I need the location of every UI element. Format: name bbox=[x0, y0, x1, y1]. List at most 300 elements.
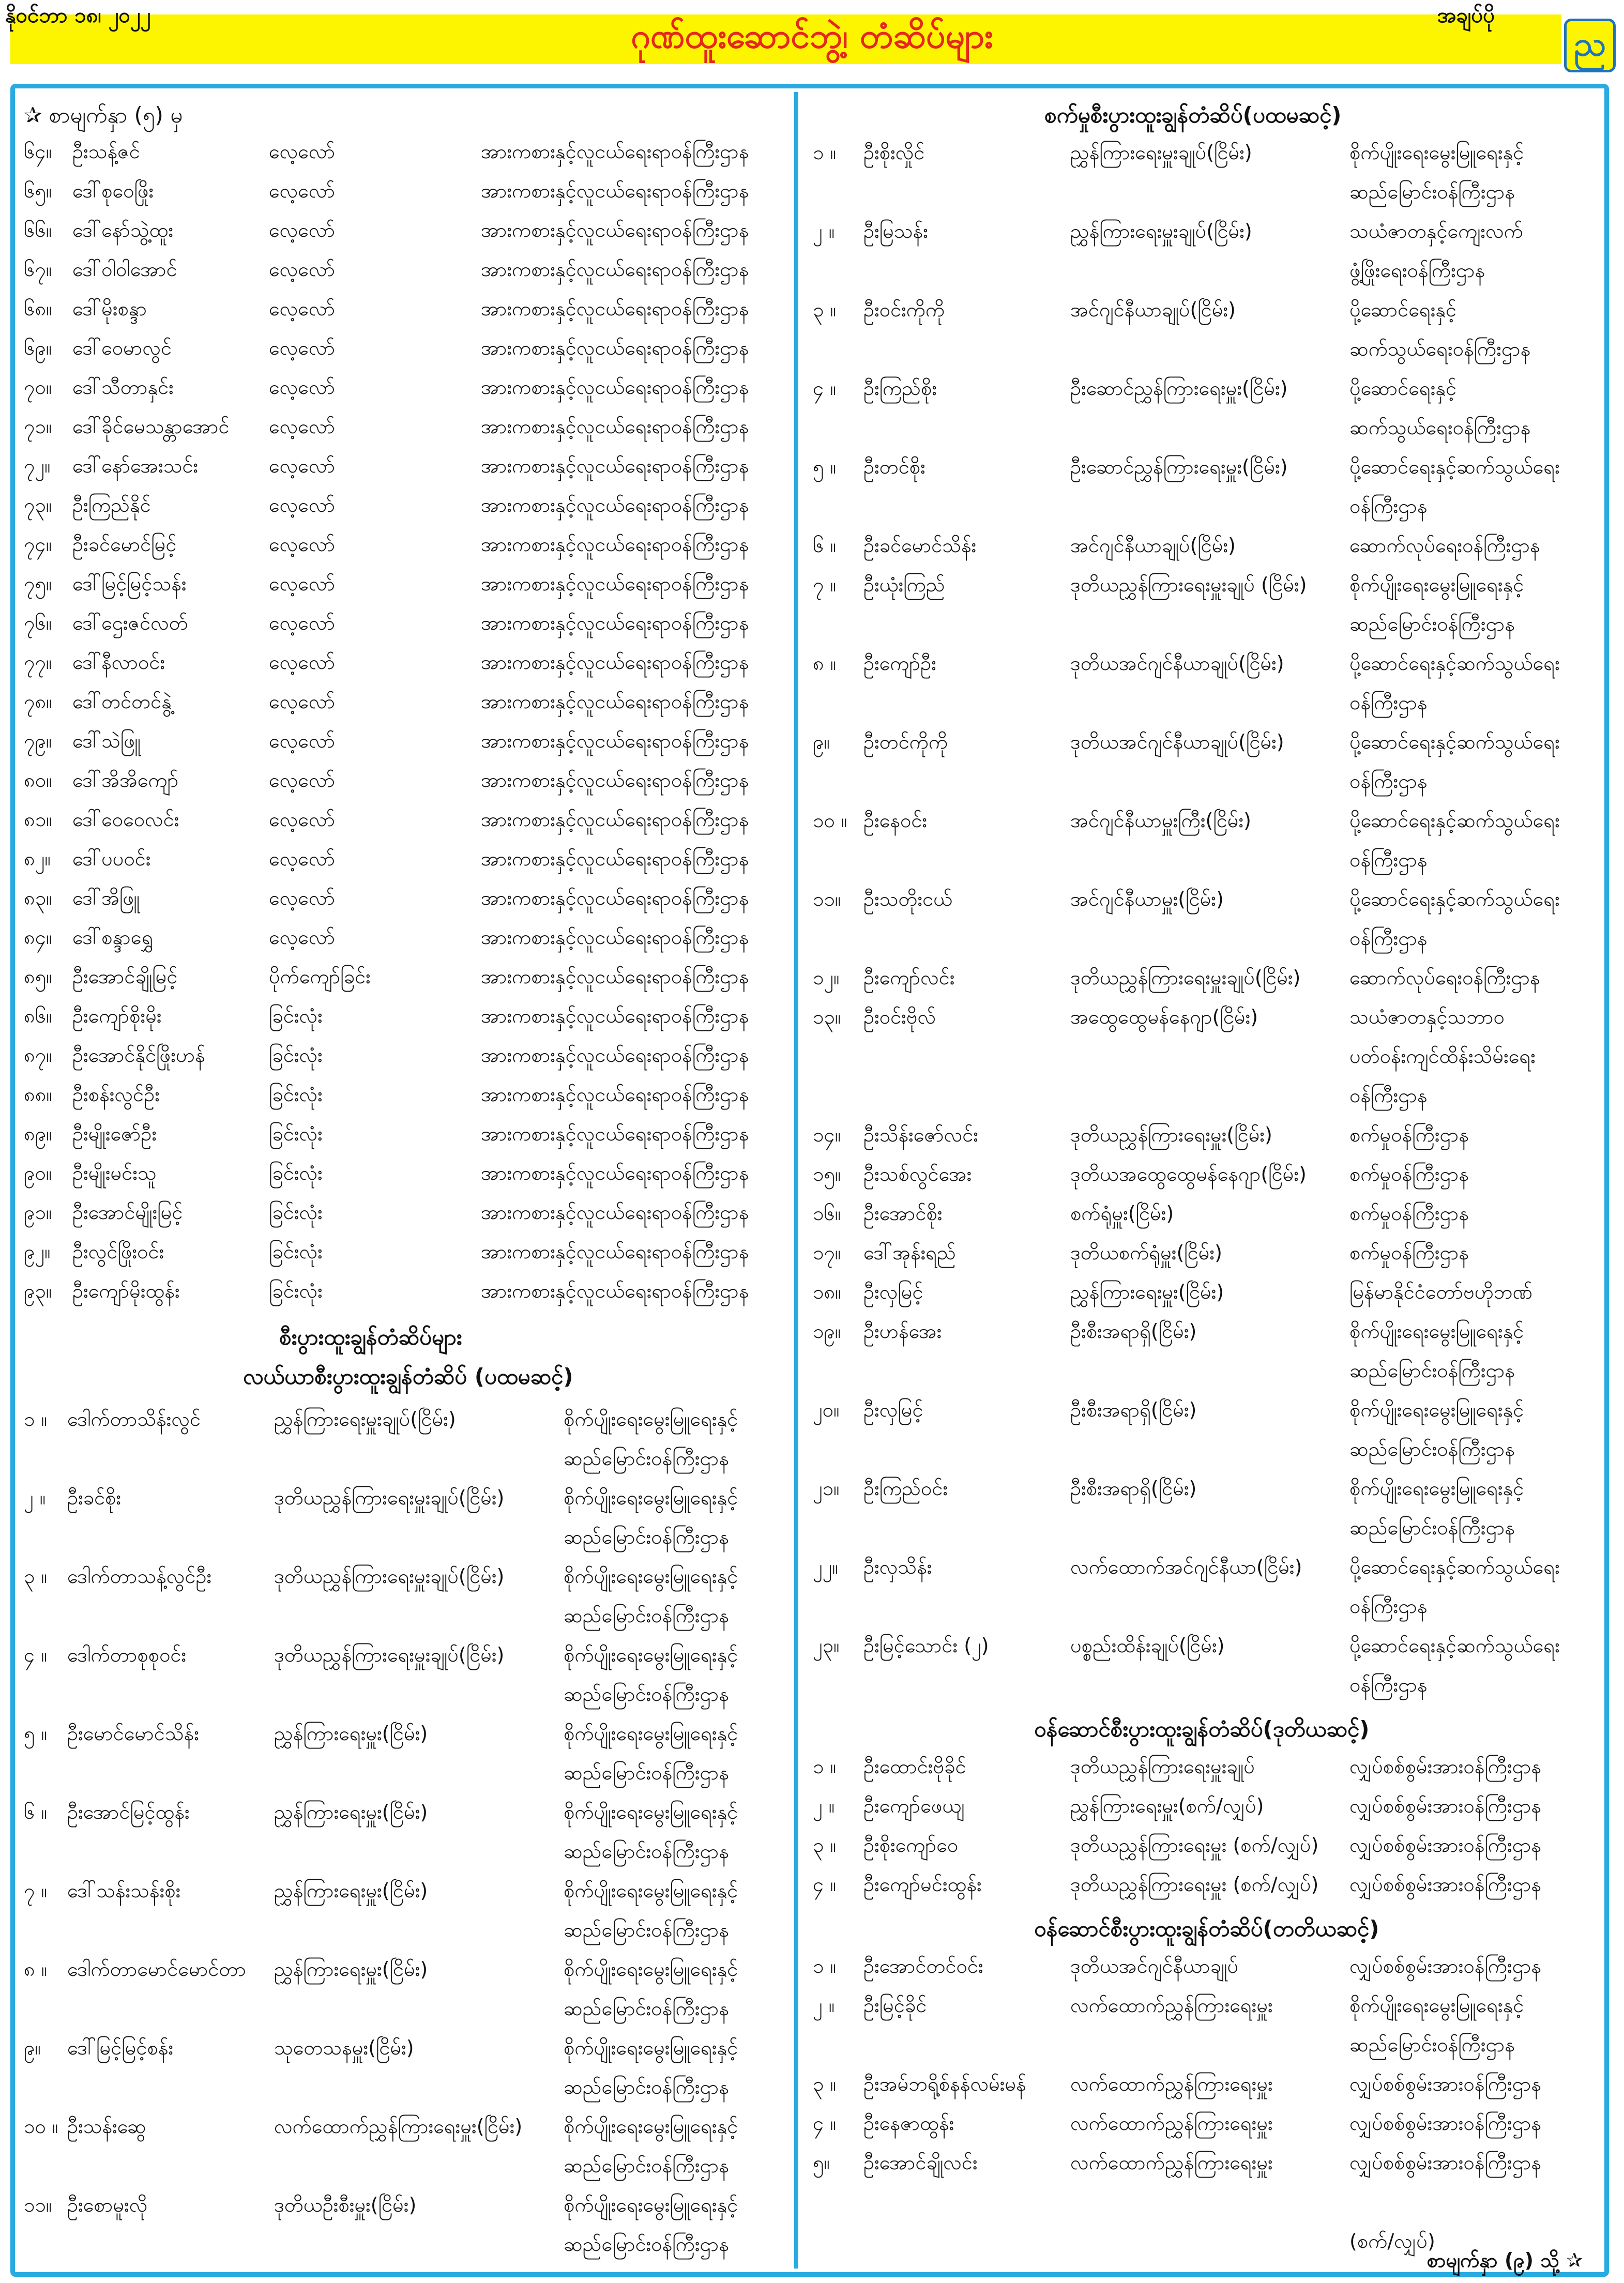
award-row-cell: လေ့လော် bbox=[269, 258, 336, 281]
award-row-cell: ဦးကြည်ဝင်း bbox=[863, 1477, 948, 1500]
award-row-cell: ဝန်ကြီးဌာန bbox=[1349, 495, 1428, 518]
award-row-cell: ဦးစီးအရာရှိ(ငြိမ်း) bbox=[1070, 1477, 1197, 1500]
award-row-cell: ဒုတိယညွှန်ကြားရေးမှူး (စက်/လျှပ်) bbox=[1070, 1834, 1319, 1856]
award-row-cell: ဆည်မြောင်းဝန်ကြီးဌာန bbox=[564, 1604, 729, 1627]
award-row-cell: လေ့လော် bbox=[269, 454, 336, 477]
award-row-cell: ဆည်မြောင်းဝန်ကြီးဌာန bbox=[564, 2154, 729, 2177]
issue-date: နိုဝင်ဘာ ၁၈၊ ၂၀၂၂ bbox=[5, 4, 151, 27]
award-row-cell: လျှပ်စစ်စွမ်းအားဝန်ကြီးဌာန bbox=[1349, 1955, 1542, 1977]
award-row-cell: လက်ထောက်ညွှန်ကြားရေးမှူး bbox=[1070, 1994, 1273, 2017]
award-row-cell: ၈၀။ bbox=[24, 769, 52, 792]
award-row-cell: ဦးအောင်မြင့်ထွန်း bbox=[67, 1801, 190, 1823]
award-row-cell: ၆၄။ bbox=[24, 140, 52, 163]
award-row-cell: အင်ဂျင်နီယာချုပ်(ငြိမ်း) bbox=[1070, 534, 1236, 557]
award-row-cell: အားကစားနှင့်လူငယ်ရေးရာဝန်ကြီးဌာန bbox=[481, 415, 749, 438]
award-row-cell: လက်ထောက်ညွှန်ကြားရေးမှူး bbox=[1070, 2073, 1273, 2095]
award-row-cell: ၆ ။ bbox=[24, 1801, 47, 1823]
award-row-cell: ဦးလွင်ဖြိုးဝင်း bbox=[72, 1240, 164, 1263]
award-row-cell: ၅ ။ bbox=[24, 1722, 47, 1745]
award-row-cell: (စက်/လျှပ်) bbox=[1349, 2230, 1435, 2252]
award-row-cell: ဒေါ်နော်သွဲ့ထူး bbox=[72, 219, 174, 241]
award-row-cell: ၂ ။ bbox=[813, 220, 835, 242]
award-row-cell: ပို့ဆောင်ရေးနှင့်ဆက်သွယ်ရေး bbox=[1349, 730, 1560, 753]
award-row-cell: အင်ဂျင်နီယာမှူးကြီး(ငြိမ်း) bbox=[1070, 809, 1251, 832]
award-row-cell: ခြင်းလုံး bbox=[269, 1044, 323, 1067]
award-row-cell: ဒေါ်နော်အေးသင်း bbox=[72, 454, 199, 477]
award-row-cell: စက်မှုဝန်ကြီးဌာန bbox=[1349, 1163, 1469, 1185]
award-row-cell: ၂၂။ bbox=[813, 1556, 838, 1578]
award-row-cell: ၈၇။ bbox=[24, 1044, 52, 1067]
award-row-cell: ဦးလှမြင့် bbox=[863, 1281, 923, 1303]
award-row-cell: ဒေါ်စုဝေဖြိုး bbox=[72, 179, 154, 202]
award-row-cell: ဒေါ်သန်းသန်းစိုး bbox=[67, 1879, 181, 1902]
award-row-cell: ဒေါ်ဌေးဇင်လတ် bbox=[72, 612, 188, 634]
award-row-cell: ဦးသန်းဆွေ bbox=[67, 2115, 146, 2138]
award-row-cell: ဦးကျော်မိုးထွန်း bbox=[72, 1280, 180, 1302]
award-row-cell: ၁၅။ bbox=[813, 1163, 841, 1185]
award-row-cell: ဆည်မြောင်းဝန်ကြီးဌာန bbox=[564, 1526, 729, 1548]
award-row-cell: လေ့လော် bbox=[269, 769, 336, 792]
award-row-cell: လေ့လော် bbox=[269, 690, 336, 713]
award-row-cell: အားကစားနှင့်လူငယ်ရေးရာဝန်ကြီးဌာန bbox=[481, 1280, 749, 1302]
page-header bbox=[0, 0, 1624, 87]
award-row-cell: ၁ ။ bbox=[813, 1955, 836, 1977]
award-row-cell: ၂၀။ bbox=[813, 1398, 840, 1421]
award-row-cell: ဒေါက်တာစုစုဝင်း bbox=[67, 1643, 187, 1666]
award-row-cell: လေ့လော် bbox=[269, 376, 336, 399]
award-row-cell: လေ့လော် bbox=[269, 847, 336, 870]
award-row-cell: လက်ထောက်အင်ဂျင်နီယာ(ငြိမ်း) bbox=[1070, 1556, 1302, 1578]
award-row-cell: ဆည်မြောင်းဝန်ကြီးဌာန bbox=[1349, 180, 1515, 203]
award-row-cell: လေ့လော် bbox=[269, 219, 336, 241]
award-row-cell: ဒုတိယညွှန်ကြားရေးမှူးချုပ်(ငြိမ်း) bbox=[274, 1643, 505, 1666]
section-heading: ဝန်ဆောင်စီးပွားထူးချွန်တံဆိပ်(တတိယဆင့်) bbox=[1034, 1916, 1379, 1941]
award-row-cell: ညွှန်ကြားရေးမှူးချုပ်(ငြိမ်း) bbox=[1070, 220, 1252, 242]
award-row-cell: ဦးသတိုးငယ် bbox=[863, 888, 953, 910]
award-row-cell: လေ့လော် bbox=[269, 337, 336, 359]
award-row-cell: ၁၀ ။ bbox=[813, 809, 847, 832]
award-row-cell: ၅။ bbox=[813, 2151, 830, 2174]
award-row-cell: ခြင်းလုံး bbox=[269, 1201, 323, 1224]
award-row-cell: ၉၂။ bbox=[24, 1240, 51, 1263]
page-title: ဂုဏ်ထူးဆောင်ဘွဲ့၊ တံဆိပ်များ bbox=[631, 16, 993, 56]
award-row-cell: စက်မှုဝန်ကြီးဌာန bbox=[1349, 1241, 1469, 1264]
award-row-cell: ၈၆။ bbox=[24, 1004, 52, 1027]
award-row-cell: ဆည်မြောင်းဝန်ကြီးဌာန bbox=[564, 2233, 729, 2256]
award-row-cell: ၁၃။ bbox=[813, 1006, 841, 1028]
award-row-cell: ခြင်းလုံး bbox=[269, 1240, 323, 1263]
award-row-cell: ဦးဝင်းကိုကို bbox=[863, 298, 945, 321]
award-row-cell: ၄ ။ bbox=[24, 1643, 47, 1666]
award-row-cell: ဦးကြည်နိုင် bbox=[72, 494, 151, 516]
award-row-cell: လျှပ်စစ်စွမ်းအားဝန်ကြီးဌာန bbox=[1349, 2073, 1542, 2095]
award-row-cell: ၆၈။ bbox=[24, 297, 52, 320]
award-row-cell: ဒေါ်မြင့်မြင့်စန်း bbox=[67, 2036, 174, 2059]
award-row-cell: လေ့လော် bbox=[269, 651, 336, 674]
award-row-cell: လေ့လော် bbox=[269, 926, 336, 949]
award-row-cell: စိုက်ပျိုးရေးမွေးမြူရေးနှင့် bbox=[564, 1722, 738, 1745]
award-row-cell: ၃ ။ bbox=[24, 1565, 47, 1588]
award-row-cell: ဦးတင်ကိုကို bbox=[863, 730, 948, 753]
award-row-cell: ဦးတင်စိုး bbox=[863, 455, 925, 478]
award-row-cell: ဒေါ်ခိုင်မေသန္တာအောင် bbox=[72, 415, 230, 438]
award-row-cell: ပိုက်ကျော်ခြင်း bbox=[269, 965, 371, 988]
award-row-cell: ဒုတိယညွှန်ကြားရေးမှူး(ငြိမ်း) bbox=[1070, 1123, 1272, 1146]
award-row-cell: ပို့ဆောင်ရေးနှင့် bbox=[1349, 377, 1457, 400]
continued-from-label: ✰ စာမျက်နှာ (၅) မှ bbox=[24, 102, 183, 128]
award-row-cell: ၇၄။ bbox=[24, 533, 52, 556]
award-row-cell: ၂ ။ bbox=[813, 1994, 835, 2017]
award-row-cell: ၇ ။ bbox=[813, 573, 836, 596]
award-row-cell: စိုက်ပျိုးရေးမွေးမြူရေးနှင့် bbox=[564, 1879, 738, 1902]
award-row-cell: ဦးစိုးကျော်ဝေ bbox=[863, 1834, 959, 1856]
award-row-cell: ဖွံ့ဖြိုးရေးဝန်ကြီးဌာန bbox=[1349, 259, 1485, 282]
award-row-cell: ၁၀ ။ bbox=[24, 2115, 58, 2138]
award-row-cell: ညွှန်ကြားရေးမှူး(ငြိမ်း) bbox=[274, 1879, 428, 1902]
award-row-cell: ဦးသစ်လွင်အေး bbox=[863, 1163, 972, 1185]
award-row-cell: လေ့လော် bbox=[269, 179, 336, 202]
award-row-cell: ၂၁။ bbox=[813, 1477, 840, 1500]
award-row-cell: ဦးအောင်မျိုးမြင့် bbox=[72, 1201, 183, 1224]
award-row-cell: လျှပ်စစ်စွမ်းအားဝန်ကြီးဌာန bbox=[1349, 2151, 1542, 2174]
award-row-cell: ဆည်မြောင်းဝန်ကြီးဌာန bbox=[1349, 1359, 1515, 1382]
award-row-cell: လေ့လော် bbox=[269, 887, 336, 909]
award-row-cell: ဦးအမ်ဘရို့စ်နန်လမ်းမန် bbox=[863, 2073, 1026, 2095]
award-row-cell: ဒုတိယစက်ရုံမှူး(ငြိမ်း) bbox=[1070, 1241, 1222, 1264]
award-row-cell: လျှပ်စစ်စွမ်းအားဝန်ကြီးဌာန bbox=[1349, 1873, 1542, 1896]
award-row-cell: စိုက်ပျိုးရေးမွေးမြူရေးနှင့် bbox=[564, 1486, 738, 1509]
award-row-cell: စက်မှုဝန်ကြီးဌာန bbox=[1349, 1123, 1469, 1146]
award-row-cell: ဆည်မြောင်းဝန်ကြီးဌာန bbox=[1349, 613, 1515, 635]
award-row-cell: ၇၃။ bbox=[24, 494, 52, 516]
award-row-cell: ၇၀။ bbox=[24, 376, 52, 399]
award-row-cell: ဦးလှမြင့် bbox=[863, 1398, 923, 1421]
award-row-cell: လေ့လော် bbox=[269, 415, 336, 438]
award-row-cell: ဒေါ်ဝေမာလွင် bbox=[72, 337, 172, 359]
award-row-cell: ပစ္စည်းထိန်းချုပ်(ငြိမ်း) bbox=[1070, 1634, 1225, 1657]
award-row-cell: လက်ထောက်ညွှန်ကြားရေးမှူး bbox=[1070, 2151, 1273, 2174]
award-row-cell: ဦးခင်စိုး bbox=[67, 1486, 122, 1509]
award-row-cell: လေ့လော် bbox=[269, 494, 336, 516]
award-row-cell: ဒုတိယညွှန်ကြားရေးမှူးချုပ်(ငြိမ်း) bbox=[274, 1565, 505, 1588]
award-row-cell: စိုက်ပျိုးရေးမွေးမြူရေးနှင့် bbox=[1349, 1320, 1524, 1343]
award-row-cell: ၄ ။ bbox=[813, 377, 836, 400]
award-row-cell: ၃ ။ bbox=[813, 2073, 836, 2095]
logo-text: ည bbox=[1574, 25, 1606, 64]
award-row-cell: လျှပ်စစ်စွမ်းအားဝန်ကြီးဌာန bbox=[1349, 1755, 1542, 1778]
award-row-cell: လျှပ်စစ်စွမ်းအားဝန်ကြီးဌာန bbox=[1349, 2112, 1542, 2135]
award-row-cell: အင်ဂျင်နီယာချုပ်(ငြိမ်း) bbox=[1070, 298, 1236, 321]
award-row-cell: ညွှန်ကြားရေးမှူး(ငြိမ်း) bbox=[274, 1801, 428, 1823]
award-row-cell: အားကစားနှင့်လူငယ်ရေးရာဝန်ကြီးဌာန bbox=[481, 690, 749, 713]
award-row-cell: ဦးသန့်ဇင် bbox=[72, 140, 140, 163]
award-row-cell: ၆ ။ bbox=[813, 534, 836, 557]
award-row-cell: အားကစားနှင့်လူငယ်ရေးရာဝန်ကြီးဌာန bbox=[481, 376, 749, 399]
award-row-cell: စိုက်ပျိုးရေးမွေးမြူရေးနှင့် bbox=[564, 1801, 738, 1823]
award-row-cell: စိုက်ပျိုးရေးမွေးမြူရေးနှင့် bbox=[564, 2115, 738, 2138]
award-row-cell: အားကစားနှင့်လူငယ်ရေးရာဝန်ကြီးဌာန bbox=[481, 1240, 749, 1263]
award-row-cell: အားကစားနှင့်လူငယ်ရေးရာဝန်ကြီးဌာန bbox=[481, 612, 749, 634]
award-row-cell: ဦးစိုးလှိုင် bbox=[863, 141, 925, 164]
award-row-cell: အားကစားနှင့်လူငယ်ရေးရာဝန်ကြီးဌာန bbox=[481, 926, 749, 949]
award-row-cell: စိုက်ပျိုးရေးမွေးမြူရေးနှင့် bbox=[564, 1408, 738, 1430]
award-row-cell: ၇ ။ bbox=[24, 1879, 47, 1902]
award-row-cell: ဒုတိယအထွေထွေမန်နေဂျာ(ငြိမ်း) bbox=[1070, 1163, 1307, 1185]
award-row-cell: သယံဇာတနှင့်ကျေးလက် bbox=[1349, 220, 1523, 242]
award-row-cell: ဒုတိယအင်ဂျင်နီယာချုပ်(ငြိမ်း) bbox=[1070, 730, 1284, 753]
award-row-cell: ဆက်သွယ်ရေးဝန်ကြီးဌာန bbox=[1349, 338, 1531, 360]
award-row-cell: ညွှန်ကြားရေးမှူး(ငြိမ်း) bbox=[274, 1958, 428, 1981]
subsection-heading: လယ်ယာစီးပွားထူးချွန်တံဆိပ် (ပထမဆင့်) bbox=[243, 1364, 573, 1389]
award-row-cell: ၁၄။ bbox=[813, 1123, 841, 1146]
award-row-cell: ဦးလှသိန်း bbox=[863, 1556, 932, 1578]
award-row-cell: ဦးဟန်အေး bbox=[863, 1320, 942, 1343]
continued-to-label: စာမျက်နှာ (၉) သို့ ✰ bbox=[1426, 2249, 1583, 2272]
award-row-cell: ၈၅။ bbox=[24, 965, 52, 988]
award-row-cell: ဒေါ်စန္ဒာရွှေ bbox=[72, 926, 153, 949]
award-row-cell: ၆၉။ bbox=[24, 337, 52, 359]
award-row-cell: ခြင်းလုံး bbox=[269, 1280, 323, 1302]
award-row-cell: ဒေါ်အိဖြူ bbox=[72, 887, 140, 909]
award-row-cell: ဦးစီးအရာရှိ(ငြိမ်း) bbox=[1070, 1320, 1197, 1343]
award-row-cell: ဦးမျိုးဇော်ဦး bbox=[72, 1122, 157, 1145]
award-row-cell: ၈၉။ bbox=[24, 1122, 52, 1145]
award-row-cell: ၂ ။ bbox=[24, 1486, 46, 1509]
award-row-cell: ၁ ။ bbox=[24, 1408, 47, 1430]
award-row-cell: ဦးဆောင်ညွှန်ကြားရေးမှူး(ငြိမ်း) bbox=[1070, 377, 1288, 400]
award-row-cell: ဦးကြည်စိုး bbox=[863, 377, 937, 400]
award-row-cell: ၈၁။ bbox=[24, 808, 52, 831]
award-row-cell: ဆည်မြောင်းဝန်ကြီးဌာန bbox=[564, 2076, 729, 2098]
award-row-cell: ပတ်ဝန်းကျင်ထိန်းသိမ်းရေး bbox=[1349, 1045, 1536, 1068]
award-row-cell: ညွှန်ကြားရေးမှူး(စက်/လျှပ်) bbox=[1070, 1794, 1264, 1817]
award-row-cell: ဆက်သွယ်ရေးဝန်ကြီးဌာန bbox=[1349, 416, 1531, 439]
award-row-cell: ဒုတိယညွှန်ကြားရေးမှူး (စက်/လျှပ်) bbox=[1070, 1873, 1319, 1896]
award-row-cell: ၇၇။ bbox=[24, 651, 52, 674]
award-row-cell: ဝန်ကြီးဌာန bbox=[1349, 927, 1428, 950]
award-row-cell: ၁ ။ bbox=[813, 1755, 836, 1778]
award-row-cell: ဝန်ကြီးဌာန bbox=[1349, 1084, 1428, 1107]
award-row-cell: ညွှန်ကြားရေးမှူးချုပ်(ငြိမ်း) bbox=[1070, 141, 1252, 164]
award-row-cell: စိုက်ပျိုးရေးမွေးမြူရေးနှင့် bbox=[1349, 141, 1524, 164]
award-row-cell: စက်ရုံမှူး(ငြိမ်း) bbox=[1070, 1202, 1174, 1225]
award-row-cell: အားကစားနှင့်လူငယ်ရေးရာဝန်ကြီးဌာန bbox=[481, 847, 749, 870]
award-row-cell: အားကစားနှင့်လူငယ်ရေးရာဝန်ကြီးဌာန bbox=[481, 887, 749, 909]
award-row-cell: ဦးထောင်းဗိုခိုင် bbox=[863, 1755, 966, 1778]
section-heading: ဝန်ဆောင်စီးပွားထူးချွန်တံဆိပ်(ဒုတိယဆင့်) bbox=[1034, 1716, 1370, 1742]
award-row-cell: ၇၉။ bbox=[24, 729, 52, 752]
award-row-cell: ဦးမောင်မောင်သိန်း bbox=[67, 1722, 199, 1745]
award-row-cell: ၈ ။ bbox=[24, 1958, 48, 1981]
award-row-cell: ဝန်ကြီးဌာန bbox=[1349, 848, 1428, 871]
award-row-cell: ဒုတိယအင်ဂျင်နီယာချုပ် bbox=[1070, 1955, 1239, 1977]
award-row-cell: ဦးအောင်ချိုလင်း bbox=[863, 2151, 978, 2174]
award-row-cell: အားကစားနှင့်လူငယ်ရေးရာဝန်ကြီးဌာန bbox=[481, 297, 749, 320]
award-row-cell: မြန်မာနိုင်ငံတော်ဗဟိုဘဏ် bbox=[1349, 1281, 1532, 1303]
award-row-cell: လေ့လော် bbox=[269, 808, 336, 831]
award-row-cell: ဒေါ်သီတာနှင်း bbox=[72, 376, 174, 399]
award-row-cell: စိုက်ပျိုးရေးမွေးမြူရေးနှင့် bbox=[564, 1958, 738, 1981]
award-row-cell: အားကစားနှင့်လူငယ်ရေးရာဝန်ကြီးဌာန bbox=[481, 1162, 749, 1184]
award-row-cell: အားကစားနှင့်လူငယ်ရေးရာဝန်ကြီးဌာန bbox=[481, 729, 749, 752]
award-row-cell: ဦးသိန်းဇော်လင်း bbox=[863, 1123, 978, 1146]
award-row-cell: ဆည်မြောင်းဝန်ကြီးဌာန bbox=[564, 1683, 729, 1706]
award-row-cell: ဦးမြသန်း bbox=[863, 220, 928, 242]
award-row-cell: ဝန်ကြီးဌာန bbox=[1349, 1595, 1428, 1618]
newspaper-logo-icon bbox=[1564, 19, 1616, 72]
section-label: အချပ်ပို bbox=[1437, 4, 1495, 27]
award-row-cell: ခြင်းလုံး bbox=[269, 1122, 323, 1145]
section-heading: စက်မှုစီးပွားထူးချွန်တံဆိပ်(ပထမဆင့်) bbox=[1044, 102, 1342, 128]
award-row-cell: ၁၇။ bbox=[813, 1241, 841, 1264]
award-row-cell: ဒေါ်မြင့်မြင့်သန်း bbox=[72, 572, 187, 595]
award-row-cell: ဆည်မြောင်းဝန်ကြီးဌာန bbox=[1349, 1516, 1515, 1539]
award-row-cell: ၁၈။ bbox=[813, 1281, 841, 1303]
award-row-cell: အားကစားနှင့်လူငယ်ရေးရာဝန်ကြီးဌာန bbox=[481, 769, 749, 792]
award-row-cell: ၉၀။ bbox=[24, 1162, 52, 1184]
award-row-cell: ဝန်ကြီးဌာန bbox=[1349, 770, 1428, 793]
award-row-cell: ၉၁။ bbox=[24, 1201, 52, 1224]
award-row-cell: ပို့ဆောင်ရေးနှင့်ဆက်သွယ်ရေး bbox=[1349, 1556, 1560, 1578]
award-row-cell: လေ့လော် bbox=[269, 533, 336, 556]
award-row-cell: ဦးဆောင်ညွှန်ကြားရေးမှူး(ငြိမ်း) bbox=[1070, 455, 1288, 478]
award-row-cell: လေ့လော် bbox=[269, 572, 336, 595]
award-row-cell: ဆည်မြောင်းဝန်ကြီးဌာန bbox=[564, 1447, 729, 1470]
award-row-cell: အားကစားနှင့်လူငယ်ရေးရာဝန်ကြီးဌာန bbox=[481, 1201, 749, 1224]
award-row-cell: ဒေါ်မိုးစန္ဒာ bbox=[72, 297, 147, 320]
award-row-cell: ဒေါ်တင်တင်နွဲ့ bbox=[72, 690, 172, 713]
award-row-cell: ခြင်းလုံး bbox=[269, 1004, 323, 1027]
award-row-cell: ဦးခင်မောင်သိန်း bbox=[863, 534, 977, 557]
award-row-cell: ညွှန်ကြားရေးမှူးချုပ်(ငြိမ်း) bbox=[274, 1408, 456, 1430]
award-row-cell: ၆၇။ bbox=[24, 258, 52, 281]
award-row-cell: ဆည်မြောင်းဝန်ကြီးဌာန bbox=[1349, 2033, 1515, 2056]
award-row-cell: အားကစားနှင့်လူငယ်ရေးရာဝန်ကြီးဌာန bbox=[481, 258, 749, 281]
award-row-cell: ဦးအောင်ချိုမြင့် bbox=[72, 965, 178, 988]
award-row-cell: ၆၅။ bbox=[24, 179, 52, 202]
award-row-cell: ၇၅။ bbox=[24, 572, 52, 595]
award-row-cell: ဦးစီးအရာရှိ(ငြိမ်း) bbox=[1070, 1398, 1197, 1421]
award-row-cell: လေ့လော် bbox=[269, 729, 336, 752]
award-row-cell: ဒေါ်ဝါဝါအောင် bbox=[72, 258, 177, 281]
award-row-cell: ၁၁။ bbox=[24, 2194, 52, 2216]
award-row-cell: ၁၁။ bbox=[813, 888, 841, 910]
award-row-cell: အားကစားနှင့်လူငယ်ရေးရာဝန်ကြီးဌာန bbox=[481, 1044, 749, 1067]
award-row-cell: စိုက်ပျိုးရေးမွေးမြူရေးနှင့် bbox=[564, 1565, 738, 1588]
section-heading: စီးပွားထူးချွန်တံဆိပ်များ bbox=[279, 1325, 462, 1350]
award-row-cell: ညွှန်ကြားရေးမှူး(ငြိမ်း) bbox=[1070, 1281, 1224, 1303]
award-row-cell: စိုက်ပျိုးရေးမွေးမြူရေးနှင့် bbox=[1349, 573, 1524, 596]
award-row-cell: အားကစားနှင့်လူငယ်ရေးရာဝန်ကြီးဌာန bbox=[481, 494, 749, 516]
award-row-cell: ၂၃။ bbox=[813, 1634, 840, 1657]
award-row-cell: စိုက်ပျိုးရေးမွေးမြူရေးနှင့် bbox=[1349, 1477, 1524, 1500]
award-row-cell: စိုက်ပျိုးရေးမွေးမြူရေးနှင့် bbox=[564, 1643, 738, 1666]
award-row-cell: ဦးအောင်တင်ဝင်း bbox=[863, 1955, 983, 1977]
award-row-cell: ပို့ဆောင်ရေးနှင့်ဆက်သွယ်ရေး bbox=[1349, 1634, 1560, 1657]
award-row-cell: ဦးမျိုးမင်းသူ bbox=[72, 1162, 157, 1184]
award-row-cell: ပို့ဆောင်ရေးနှင့်ဆက်သွယ်ရေး bbox=[1349, 888, 1560, 910]
award-row-cell: ၄ ။ bbox=[813, 1873, 836, 1896]
award-row-cell: ဆည်မြောင်းဝန်ကြီးဌာန bbox=[564, 1840, 729, 1863]
award-row-cell: ဆောက်လုပ်ရေးဝန်ကြီးဌာန bbox=[1349, 966, 1540, 989]
column-divider bbox=[794, 92, 798, 2269]
award-row-cell: ဒေါ်အိအိကျော် bbox=[72, 769, 179, 792]
award-row-cell: ၆၆။ bbox=[24, 219, 52, 241]
award-row-cell: ဦးအောင်စိုး bbox=[863, 1202, 943, 1225]
award-row-cell: ၉။ bbox=[813, 730, 830, 753]
award-row-cell: အားကစားနှင့်လူငယ်ရေးရာဝန်ကြီးဌာန bbox=[481, 651, 749, 674]
award-row-cell: အားကစားနှင့်လူငယ်ရေးရာဝန်ကြီးဌာန bbox=[481, 965, 749, 988]
award-row-cell: ၈၄။ bbox=[24, 926, 52, 949]
award-row-cell: ဦးယုံးကြည် bbox=[863, 573, 945, 596]
award-row-cell: ဦးဝင်းဗိုလ် bbox=[863, 1006, 936, 1028]
award-row-cell: ဒေါ်သဲဖြူ bbox=[72, 729, 141, 752]
award-row-cell: အားကစားနှင့်လူငယ်ရေးရာဝန်ကြီးဌာန bbox=[481, 1122, 749, 1145]
award-row-cell: ဒုတိယအင်ဂျင်နီယာချုပ်(ငြိမ်း) bbox=[1070, 652, 1284, 675]
award-row-cell: လျှပ်စစ်စွမ်းအားဝန်ကြီးဌာန bbox=[1349, 1834, 1542, 1856]
award-row-cell: ၈၂။ bbox=[24, 847, 51, 870]
award-row-cell: အားကစားနှင့်လူငယ်ရေးရာဝန်ကြီးဌာန bbox=[481, 219, 749, 241]
award-row-cell: စိုက်ပျိုးရေးမွေးမြူရေးနှင့် bbox=[1349, 1398, 1524, 1421]
award-row-cell: ဦးနေဇာထွန်း bbox=[863, 2112, 954, 2135]
award-row-cell: စက်မှုဝန်ကြီးဌာန bbox=[1349, 1202, 1469, 1225]
award-row-cell: အထွေထွေမန်နေဂျာ(ငြိမ်း) bbox=[1070, 1006, 1258, 1028]
award-row-cell: ၈၈။ bbox=[24, 1083, 52, 1106]
award-row-cell: အားကစားနှင့်လူငယ်ရေးရာဝန်ကြီးဌာန bbox=[481, 572, 749, 595]
award-row-cell: ၁ ။ bbox=[813, 141, 836, 164]
award-row-cell: ခြင်းလုံး bbox=[269, 1083, 323, 1106]
award-row-cell: ၈ ။ bbox=[813, 652, 837, 675]
award-row-cell: ဆည်မြောင်းဝန်ကြီးဌာန bbox=[564, 1761, 729, 1784]
award-row-cell: ၇၈။ bbox=[24, 690, 52, 713]
award-row-cell: အားကစားနှင့်လူငယ်ရေးရာဝန်ကြီးဌာန bbox=[481, 179, 749, 202]
award-row-cell: လေ့လော် bbox=[269, 140, 336, 163]
award-row-cell: ၃ ။ bbox=[813, 1834, 836, 1856]
award-row-cell: ဦးကျော်ဖေယျ bbox=[863, 1794, 965, 1817]
award-row-cell: ဦးနေဝင်း bbox=[863, 809, 928, 832]
award-row-cell: ဒေါက်တာမောင်မောင်တာ bbox=[67, 1958, 247, 1981]
award-row-cell: ၄ ။ bbox=[813, 2112, 836, 2135]
award-row-cell: လေ့လော် bbox=[269, 612, 336, 634]
award-row-cell: လေ့လော် bbox=[269, 297, 336, 320]
award-row-cell: စိုက်ပျိုးရေးမွေးမြူရေးနှင့် bbox=[1349, 1994, 1524, 2017]
award-row-cell: ဒေါက်တာသိန်းလွင် bbox=[67, 1408, 201, 1430]
award-row-cell: ဦးကျော်လင်း bbox=[863, 966, 955, 989]
award-row-cell: အားကစားနှင့်လူငယ်ရေးရာဝန်ကြီးဌာန bbox=[481, 808, 749, 831]
award-row-cell: အားကစားနှင့်လူငယ်ရေးရာဝန်ကြီးဌာန bbox=[481, 1083, 749, 1106]
award-row-cell: ခြင်းလုံး bbox=[269, 1162, 323, 1184]
award-row-cell: ဆည်မြောင်းဝန်ကြီးဌာန bbox=[564, 1919, 729, 1941]
award-row-cell: ဒုတိယညွှန်ကြားရေးမှူးချုပ်(ငြိမ်း) bbox=[274, 1486, 505, 1509]
award-row-cell: အင်ဂျင်နီယာမှူး(ငြိမ်း) bbox=[1070, 888, 1224, 910]
award-row-cell: အားကစားနှင့်လူငယ်ရေးရာဝန်ကြီးဌာန bbox=[481, 140, 749, 163]
award-row-cell: သယံဇာတနှင့်သဘာဝ bbox=[1349, 1006, 1505, 1028]
award-row-cell: ၉။ bbox=[24, 2036, 41, 2059]
award-row-cell: လက်ထောက်ညွှန်ကြားရေးမှူး(ငြိမ်း) bbox=[274, 2115, 523, 2138]
award-row-cell: ၅ ။ bbox=[813, 455, 836, 478]
award-row-cell: ၁၂။ bbox=[813, 966, 840, 989]
award-row-cell: ပို့ဆောင်ရေးနှင့်ဆက်သွယ်ရေး bbox=[1349, 652, 1560, 675]
award-row-cell: ဒေါ်နီလာဝင်း bbox=[72, 651, 165, 674]
award-row-cell: ဆည်မြောင်းဝန်ကြီးဌာန bbox=[1349, 1438, 1515, 1460]
award-row-cell: ၇၁။ bbox=[24, 415, 52, 438]
award-row-cell: ဆောက်လုပ်ရေးဝန်ကြီးဌာန bbox=[1349, 534, 1540, 557]
award-row-cell: ဒေါ်ပပဝင်း bbox=[72, 847, 151, 870]
award-row-cell: ဦးကျော်မင်းထွန်း bbox=[863, 1873, 982, 1896]
award-row-cell: ဒေါ်အုန်းရည် bbox=[863, 1241, 956, 1264]
award-row-cell: ဝန်ကြီးဌာန bbox=[1349, 1673, 1428, 1696]
award-row-cell: ၈၃။ bbox=[24, 887, 52, 909]
